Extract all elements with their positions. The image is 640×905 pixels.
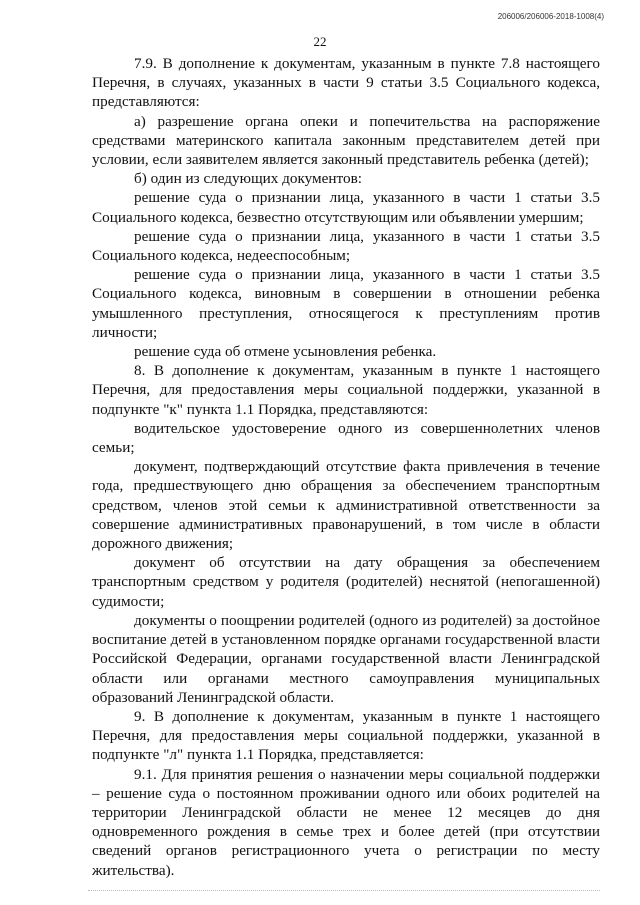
list-item-driver-license: водительское удостоверение одного из совершеннолетних членов семьи; (92, 419, 600, 457)
list-item-no-conviction: документ об отсутствии на дату обращения за обеспечением транспортным средством у родителя (родителей) неснятой (непогашенной) судимости; (92, 554, 600, 610)
paragraph-7-9: 7.9. В дополнение к документам, указанным в пункте 7.8 настоящего Перечня, в случаях, указанных в части 9 статьи 3.5 Социального кодекса, представляются: (92, 55, 600, 111)
list-item-court-guilty: решение суда о признании лица, указанного в части 1 статьи 3.5 Социального кодекса, виновным в совершении в отношении ребенка умышленного преступления, относящегося к преступлениям против личности; (92, 266, 600, 341)
list-item-court-adoption: решение суда об отмене усыновления ребенка. (134, 343, 437, 361)
paragraph-9-1: 9.1. Для принятия решения о назначении меры социальной поддержки – решение суда о постоянном проживании одного или обоих родителей на территории Ленинградской области не менее 12 месяцев до дня одновременного рождения в семье трех и более детей (при отсутствии сведений органов регистрационного учета о регистрации по месту жительства). (92, 765, 600, 879)
paragraph-7-9-a: а) разрешение органа опеки и попечительства на распоряжение средствами материнского капитала законным представителем детей при условии, если заявителем является законный представитель ребенка (детей); (92, 112, 600, 169)
list-item-awards: документы о поощрении родителей (одного из родителей) за достойное воспитание детей в установленном порядке органами государственной власти Российской Федерации, органами государственной власти Ленинградской области или органами местного самоуправления муниципальных образований Ленинградской области. (92, 611, 600, 706)
list-item-no-violations: документ, подтверждающий отсутствие факта привлечения в течение года, предшествующего дню обращения за обеспечением транспортным средством, членов этой семьи к административной ответственности за совершение административных правонарушений, в том числе в области дорожного движения; (92, 458, 600, 553)
paragraph-9: 9. В дополнение к документам, указанным в пункте 1 настоящего Перечня, для предоставления меры социальной поддержки, указанной в подпункте "л" пункта 1.1 Порядка, представляется: (92, 707, 600, 764)
document-body (92, 54, 600, 880)
paragraph-8: 8. В дополнение к документам, указанным в пункте 1 настоящего Перечня, для предоставления меры социальной поддержки, указанной в подпункте "к" пункта 1.1 Порядка, представляются: (92, 362, 600, 418)
page-number: 22 (313, 34, 327, 49)
list-item-court-missing: решение суда о признании лица, указанного в части 1 статьи 3.5 Социального кодекса, безвестно отсутствующим или объявлении умершим; (92, 189, 600, 226)
document-id: 206006/206006-2018-1008(4) (497, 12, 604, 21)
bottom-edge-line (88, 890, 600, 891)
list-item-court-incapable: решение суда о признании лица, указанного в части 1 статьи 3.5 Социального кодекса, недееспособным; (92, 227, 600, 265)
paragraph-7-9-b: б) один из следующих документов: (134, 170, 362, 188)
